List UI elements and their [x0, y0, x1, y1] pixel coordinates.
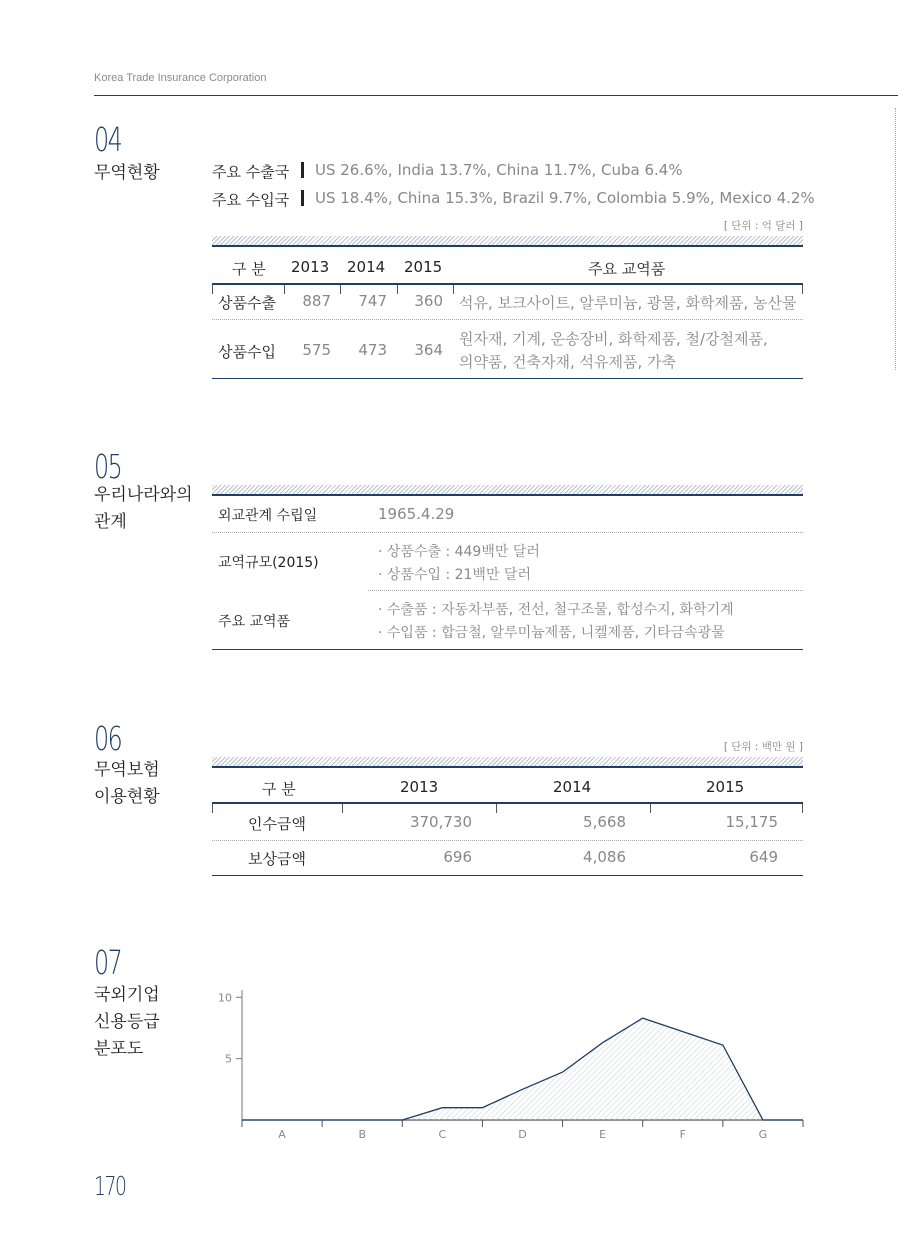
page-number: 170	[94, 1172, 126, 1202]
section-07-number: 07	[94, 943, 122, 982]
x-tick-label: G	[758, 1128, 768, 1141]
s05-table-top-rule	[212, 485, 803, 496]
import-countries-label: 주요 수입국	[212, 191, 290, 209]
s06-cell: 370,730	[409, 813, 472, 831]
header-org: Korea Trade Insurance Corporation	[94, 72, 267, 84]
s06-header-rule	[212, 802, 803, 804]
s04-unit: [ 단위 : 억 달러 ]	[723, 220, 803, 232]
s05-label-diplomatic: 외교관계 수립일	[218, 508, 318, 524]
s04-cell: 364	[414, 341, 443, 359]
s04-col-2014: 2014	[347, 258, 386, 276]
s04-row-label: 상품수출	[218, 294, 276, 312]
section-04-title: 무역현황	[94, 163, 160, 183]
s04-table-bottom-rule	[212, 378, 803, 379]
s04-col-items: 주요 교역품	[588, 260, 666, 278]
side-dotted-rule	[895, 108, 896, 370]
s04-cell: 473	[358, 341, 387, 359]
credit-rating-chart	[212, 985, 812, 1145]
header-rule	[94, 95, 898, 96]
s04-cell: 747	[358, 292, 387, 310]
x-tick-label: C	[438, 1128, 447, 1141]
s06-cell: 649	[749, 848, 778, 866]
section-04-number: 04	[94, 120, 122, 159]
export-label-bar	[301, 162, 304, 178]
x-tick-label: B	[358, 1128, 366, 1141]
area-fill	[242, 1018, 803, 1120]
section-07-title-line3: 분포도	[94, 1039, 144, 1059]
section-07-title-line1: 국외기업	[94, 985, 160, 1005]
s04-col-2015: 2015	[404, 258, 443, 276]
section-06-title-line1: 무역보험	[94, 760, 160, 780]
s06-cell: 5,668	[583, 813, 626, 831]
x-tick-label: A	[278, 1128, 286, 1141]
export-countries-label: 주요 수출국	[212, 163, 290, 181]
s05-table-bottom-rule	[212, 649, 803, 650]
s04-cell: 887	[302, 292, 331, 310]
s04-cell: 575	[302, 341, 331, 359]
s06-col-2015: 2015	[706, 778, 745, 796]
s04-cell-items: 의약품, 건축자재, 석유제품, 가축	[459, 353, 676, 371]
s06-col-2014: 2014	[553, 778, 592, 796]
s05-value-major-items: · 수출품 : 자동차부품, 전선, 철구조물, 합성수지, 화학기계	[378, 602, 734, 618]
y-tick-label: 5	[225, 1052, 232, 1066]
section-06-title-line2: 이용현황	[94, 787, 160, 807]
s06-cell: 4,086	[583, 848, 626, 866]
s05-value-trade-volume: · 상품수입 : 21백만 달러	[378, 567, 531, 583]
s06-col-2013: 2013	[400, 778, 439, 796]
s06-row-label: 인수금액	[248, 815, 306, 833]
s06-table-bottom-rule	[212, 875, 803, 876]
s04-row-label: 상품수입	[218, 343, 276, 361]
s06-table-top-rule	[212, 757, 803, 768]
s05-value-diplomatic: 1965.4.29	[378, 505, 455, 523]
import-countries-value: US 18.4%, China 15.3%, Brazil 9.7%, Colombia 5.9%, Mexico 4.2%	[315, 189, 815, 207]
s06-unit: [ 단위 : 백만 원 ]	[723, 741, 803, 753]
x-tick-label: E	[599, 1128, 607, 1141]
y-tick-label: 10	[218, 991, 232, 1005]
export-countries-value: US 26.6%, India 13.7%, China 11.7%, Cuba 6.4%	[315, 161, 683, 179]
import-label-bar	[301, 190, 304, 206]
s06-row-label: 보상금액	[248, 850, 306, 868]
s04-col-category: 구 분	[232, 260, 266, 278]
s05-value-major-items: · 수입품 : 합금철, 알루미늄제품, 니켈제품, 기타금속광물	[378, 625, 725, 641]
s04-cell-items: 석유, 보크사이트, 알루미늄, 광물, 화학제품, 농산물	[459, 294, 797, 312]
section-05-title-line2: 관계	[94, 512, 127, 532]
s04-cell-items: 원자재, 기계, 운송장비, 화학제품, 철/강철제품,	[459, 330, 768, 348]
s04-col-2013: 2013	[291, 258, 330, 276]
section-05-title-line1: 우리나라와의	[94, 485, 193, 505]
s04-header-rule	[212, 283, 803, 285]
x-tick-label: F	[679, 1128, 686, 1141]
section-05-number: 05	[94, 447, 122, 486]
x-tick-label: D	[518, 1128, 527, 1141]
s06-cell: 696	[443, 848, 472, 866]
s04-table-top-rule	[212, 236, 803, 247]
s05-label-trade-volume: 교역규모(2015)	[218, 555, 319, 571]
s06-cell: 15,175	[725, 813, 778, 831]
s05-label-major-items: 주요 교역품	[218, 614, 291, 630]
s05-value-trade-volume: · 상품수출 : 449백만 달러	[378, 544, 540, 560]
section-06-number: 06	[94, 719, 122, 758]
s06-col-category: 구 분	[262, 780, 296, 798]
s04-cell: 360	[414, 292, 443, 310]
section-07-title-line2: 신용등급	[94, 1012, 160, 1032]
